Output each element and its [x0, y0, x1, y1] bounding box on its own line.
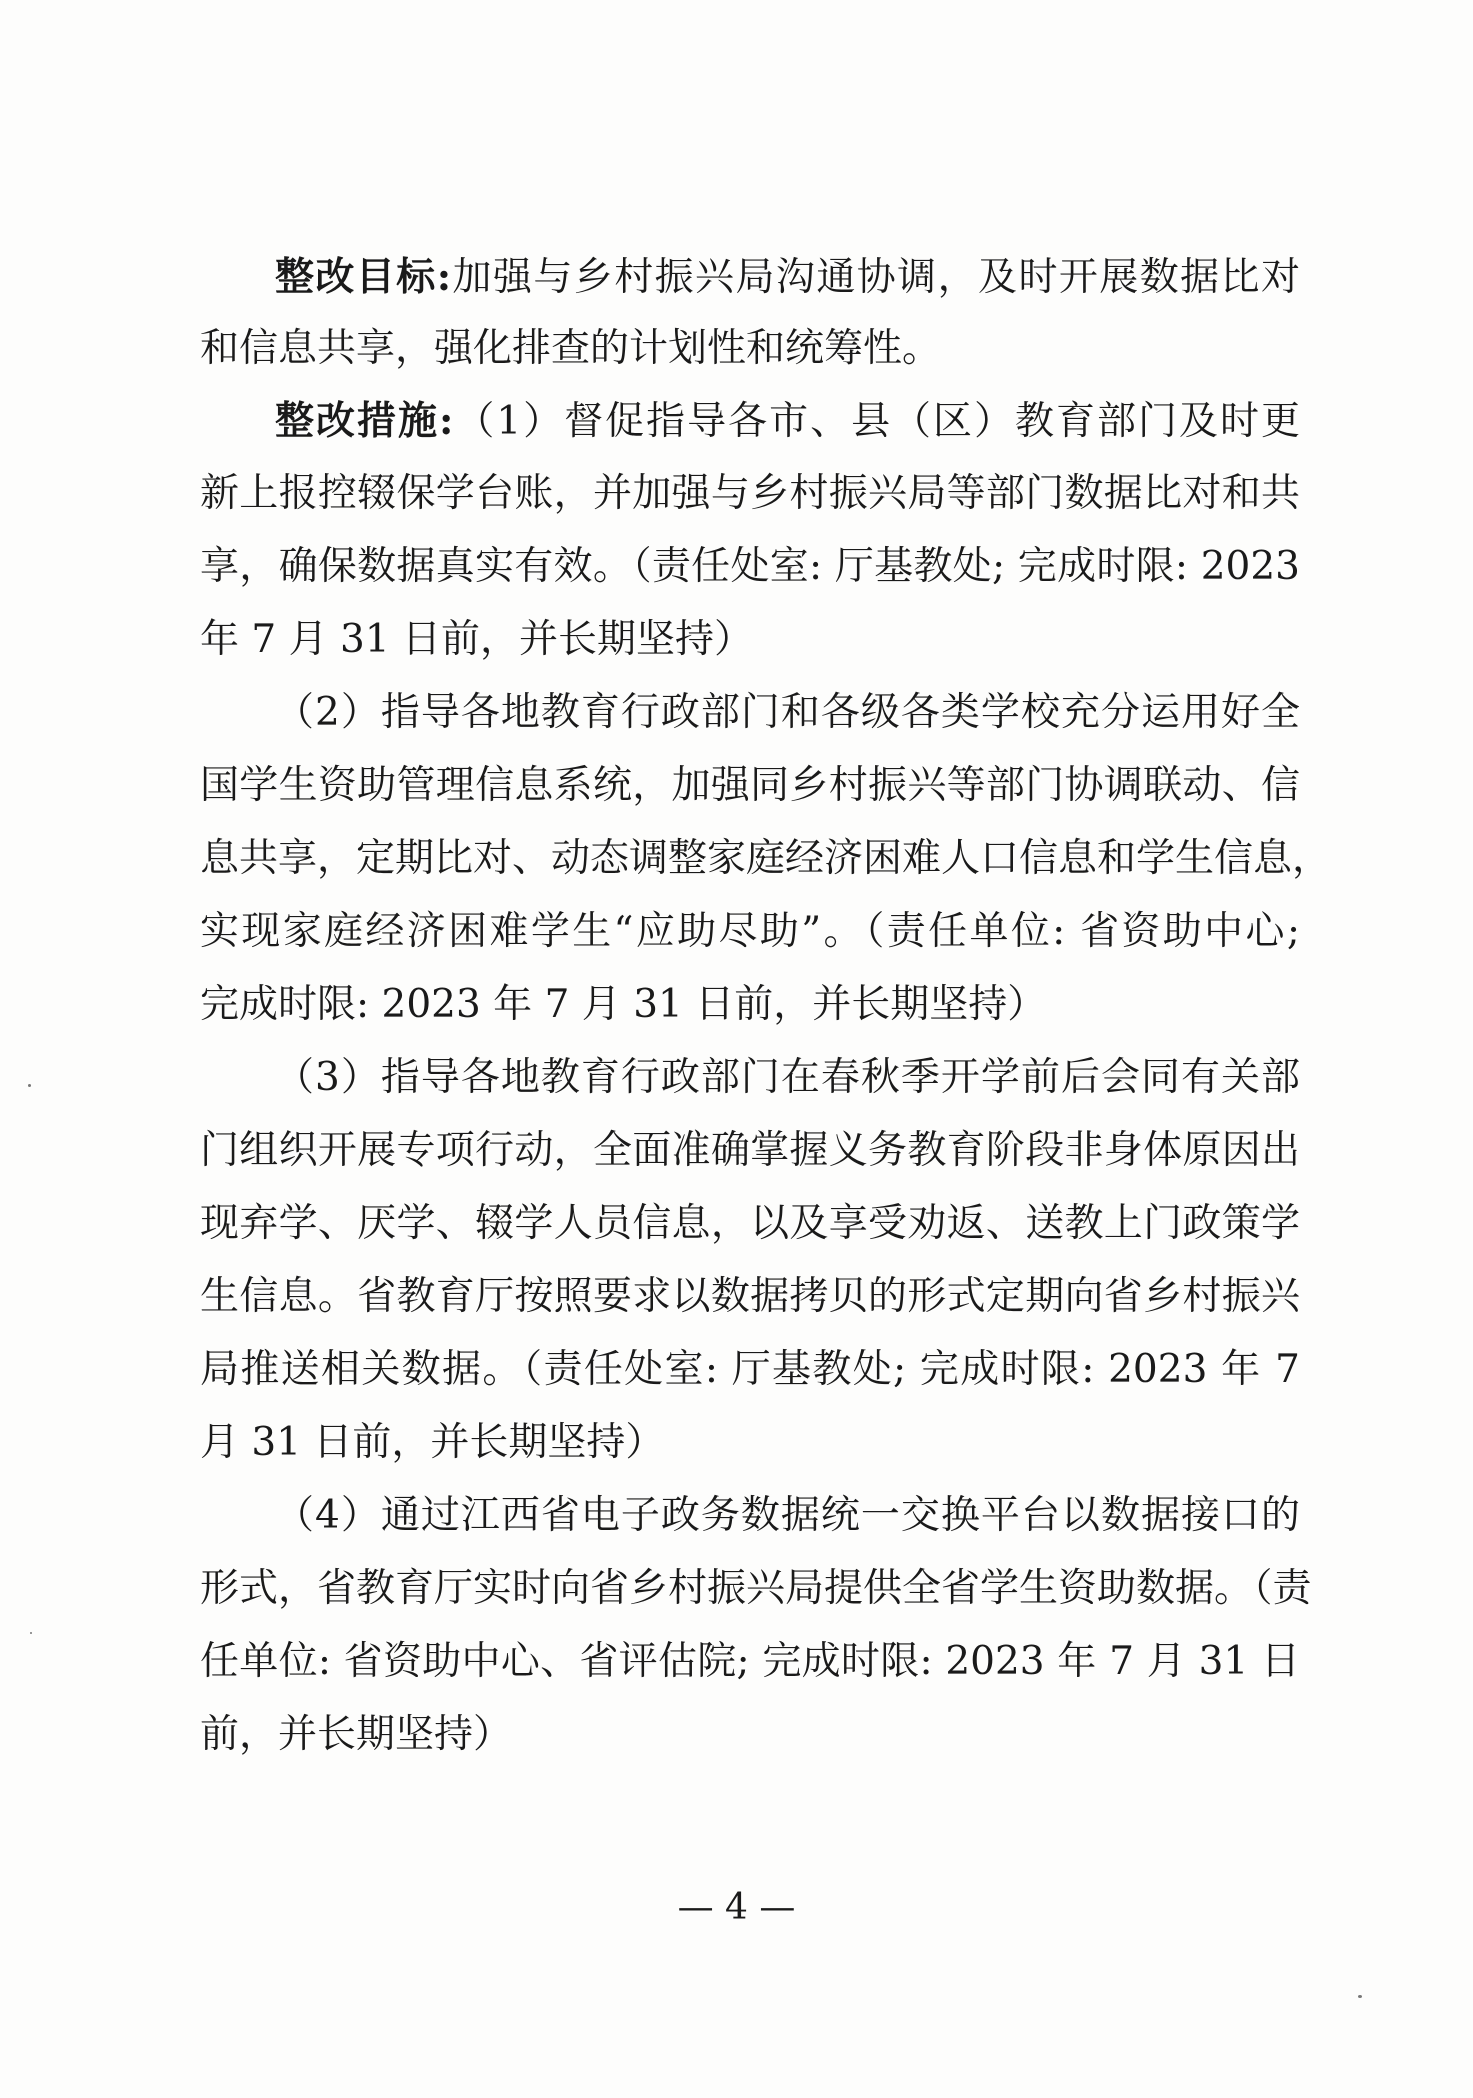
- goal-text: 加强与乡村振兴局沟通协调，及时开展数据比对: [451, 255, 1300, 300]
- measure1-line-3: 享，确保数据真实有效。（责任处室: 厅基教处; 完成时限: 2023: [200, 544, 1300, 589]
- measure2-line-3: 息共享，定期比对、动态调整家庭经济困难人口信息和学生信息，: [200, 836, 1332, 881]
- goal-line-2: 和信息共享，强化排查的计划性和统筹性。: [200, 326, 942, 371]
- measure3-line-4: 生信息。省教育厅按照要求以数据拷贝的形式定期向省乡村振兴: [200, 1274, 1300, 1319]
- measures-line-1: [275, 391, 1300, 451]
- measure2-line-4: 实现家庭经济困难学生“应助尽助”。（责任单位: 省资助中心;: [200, 909, 1300, 954]
- page-number: — 4 —: [677, 1887, 796, 1928]
- scan-speck: [28, 1084, 31, 1087]
- measure4-line-1: （4）通过江西省电子政务数据统一交换平台以数据接口的: [275, 1493, 1300, 1538]
- goal-label: 整改目标:: [275, 254, 452, 300]
- measure3-line-1: （3）指导各地教育行政部门在春秋季开学前后会同有关部: [275, 1055, 1300, 1100]
- measure2-line-2: 国学生资助管理信息系统，加强同乡村振兴等部门协调联动、信: [200, 763, 1300, 808]
- measure1-line-4: 年 7 月 31 日前，并长期坚持）: [200, 617, 754, 662]
- measure3-line-5: 局推送相关数据。（责任处室: 厅基教处; 完成时限: 2023 年 7: [200, 1347, 1300, 1392]
- measure2-line-5: 完成时限: 2023 年 7 月 31 日前，并长期坚持）: [200, 982, 1047, 1027]
- measure3-line-3: 现弃学、厌学、辍学人员信息，以及享受劝返、送教上门政策学: [200, 1201, 1300, 1246]
- scan-speck: [1358, 1995, 1362, 1998]
- measure2-line-1: （2）指导各地教育行政部门和各级各类学校充分运用好全: [275, 690, 1300, 735]
- measures-label: 整改措施:: [275, 398, 454, 444]
- measure3-line-2: 门组织开展专项行动，全面准确掌握义务教育阶段非身体原因出: [200, 1128, 1300, 1173]
- measure4-line-2: 形式，省教育厅实时向省乡村振兴局提供全省学生资助数据。（责: [200, 1566, 1312, 1611]
- measures-text: （1）督促指导各市、县（区）教育部门及时更: [453, 399, 1300, 444]
- measure4-line-4: 前，并长期坚持）: [200, 1712, 513, 1757]
- scan-speck: [30, 1632, 32, 1634]
- measure3-line-6: 月 31 日前，并长期坚持）: [200, 1420, 665, 1465]
- measure4-line-3: 任单位: 省资助中心、省评估院; 完成时限: 2023 年 7 月 31 日: [200, 1639, 1300, 1684]
- measure1-line-2: 新上报控辍保学台账，并加强与乡村振兴局等部门数据比对和共: [200, 471, 1300, 516]
- goal-line-1: [275, 247, 1300, 307]
